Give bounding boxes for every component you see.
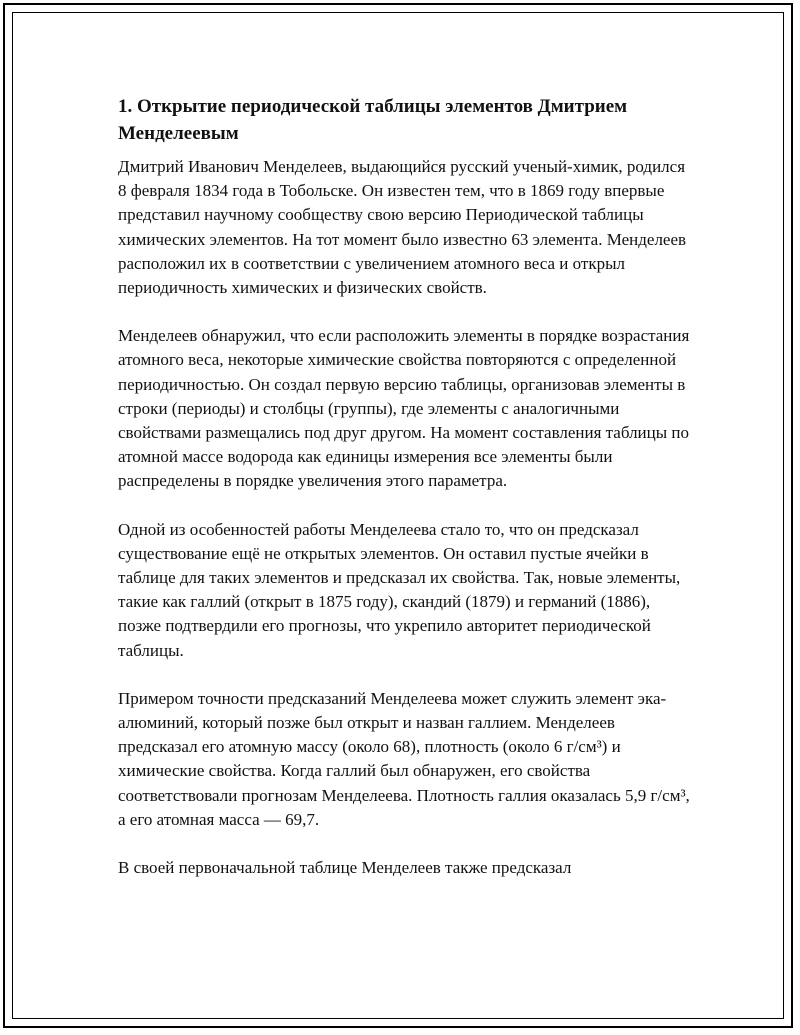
paragraph-3: Одной из особенностей работы Менделеева стало то, что он предсказал существование ещё не открытых элементов. Он оставил пустые ячейки в таблице для таких элементов и предсказал их свойства. Так, новые элементы, такие как галлий (открыт в 1875 году), скандий (1879) и германий (1886), позже подтвердили его прогнозы, что укрепило авторитет периодической таблицы. <box>118 519 681 660</box>
section-heading: 1. Открытие периодической таблицы элементов Дмитрием Менделеевым <box>118 96 628 144</box>
document-body <box>118 93 690 904</box>
paragraph-2: Менделеев обнаружил, что если расположить элементы в порядке возрастания атомного веса, некоторые химические свойства повторяются с определенной периодичностью. Он создал первую версию таблицы, организовав элементы в строки (периоды) и столбцы (группы), где элементы с аналогичными свойствами размещались под друг другом. На момент составления таблицы по атомной массе водорода как единицы измерения все элементы были распределены в порядке увеличения этого параметра. <box>118 326 690 491</box>
paragraph-4: Примером точности предсказаний Менделеева может служить элемент эка-алюминий, который позже был открыт и назван галлием. Менделеев предсказал его атомную массу (около 68), плотность (около 6 г/см³) и химические свойства. Когда галлий был обнаружен, его свойства соответствовали прогнозам Менделеева. Плотность галлия оказалась 5,9 г/см³, а его атомная масса — 69,7. <box>118 688 690 829</box>
paragraph-5: В своей первоначальной таблице Менделеев также предсказал <box>118 858 572 878</box>
paragraph-1: Дмитрий Иванович Менделеев, выдающийся русский ученый-химик, родился 8 февраля 1834 года в Тобольске. Он известен тем, что в 1869 году впервые представил научному сообществу свою версию Периодической таблицы химических элементов. На тот момент было известно 63 элемента. Менделеев расположил их в соответствии с увеличением атомного веса и открыл периодичность химических и физических свойств. <box>118 157 687 298</box>
